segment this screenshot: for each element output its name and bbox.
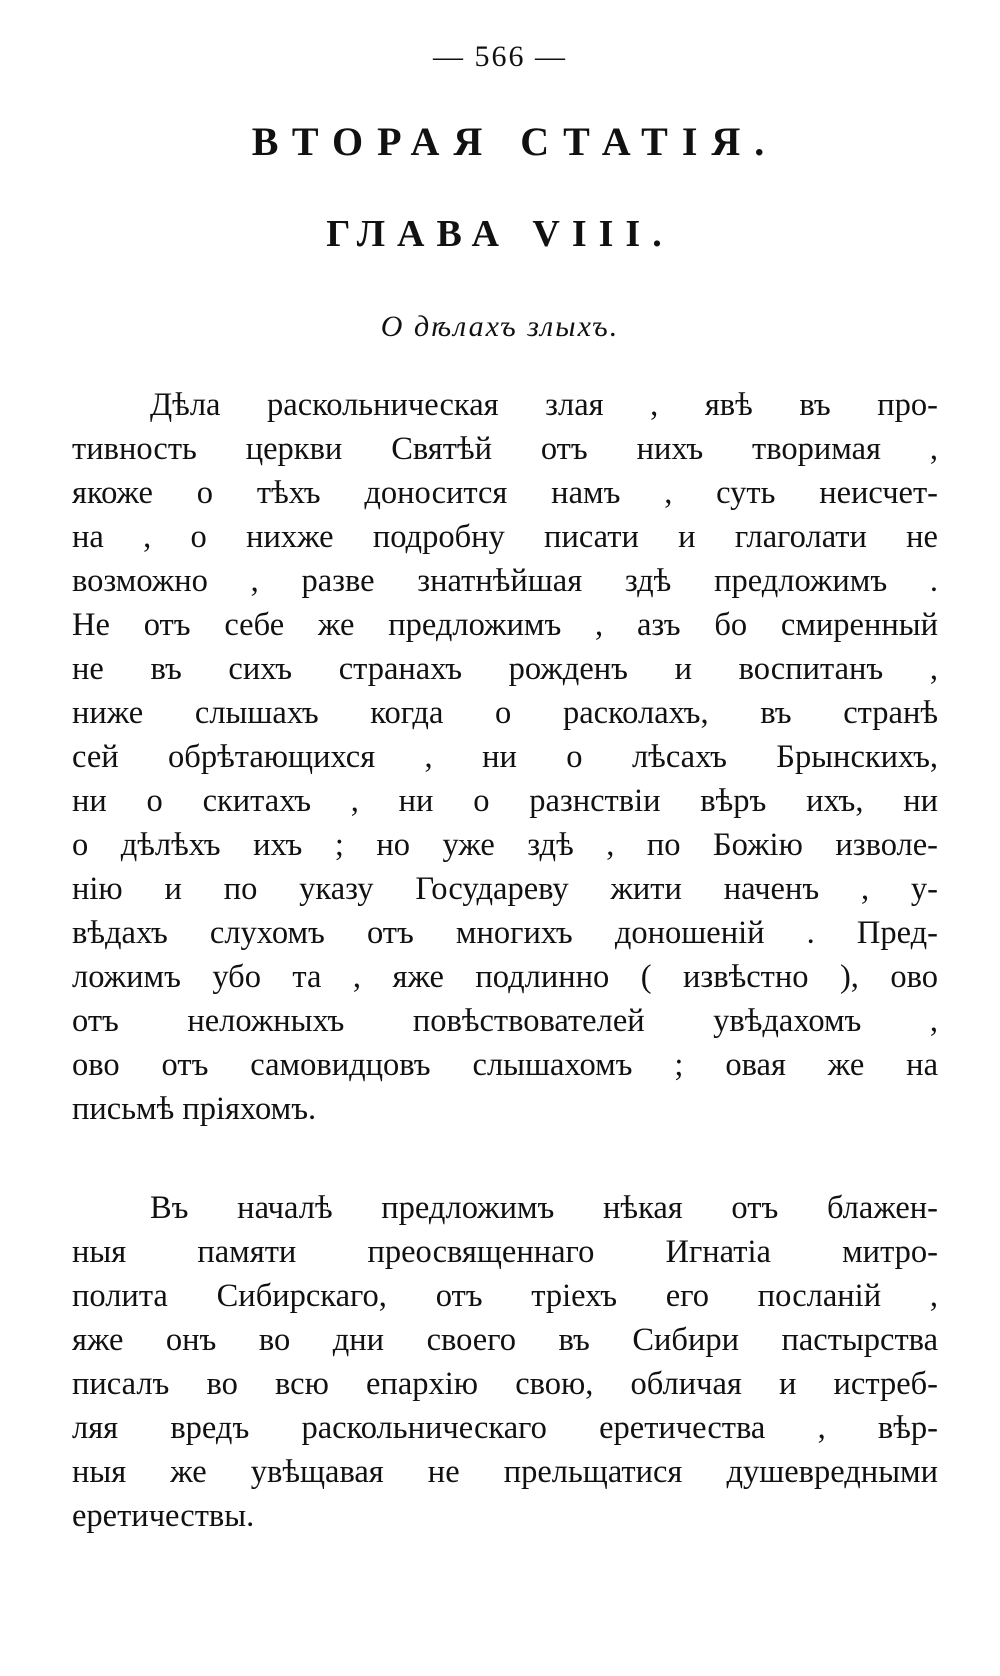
text-line: сей обрѣтающихся , ни о лѣсахъ Брынскихъ, bbox=[72, 739, 938, 775]
text-line: о дѣлѣхъ ихъ ; но уже здѣ , по Божію изволе- bbox=[72, 827, 938, 863]
text-line: тивность церкви Святѣй отъ нихъ творимая , bbox=[72, 431, 938, 467]
text-line: якоже о тѣхъ доносится намъ , суть неисчет- bbox=[72, 475, 938, 511]
text-line: Дѣла раскольническая злая , явѣ въ про- bbox=[150, 387, 938, 423]
text-line: не въ сихъ странахъ рожденъ и воспитанъ , bbox=[72, 651, 938, 687]
text-line: ни о скитахъ , ни о разнствіи вѣръ ихъ, ни bbox=[72, 783, 938, 819]
paragraph-2 bbox=[72, 1186, 938, 1538]
text-line: писалъ во всю епархію свою, обличая и истреб- bbox=[72, 1366, 938, 1402]
text-line: отъ неложныхъ повѣствователей увѣдахомъ , bbox=[72, 1003, 938, 1039]
text-line: ляя вредъ раскольническаго еретичества , вѣр- bbox=[72, 1410, 938, 1446]
chapter-subtitle: О дѣлахъ злыхъ. bbox=[380, 310, 620, 343]
text-line: ложимъ убо та , яже подлинно ( извѣстно ), ово bbox=[72, 959, 938, 995]
text-line: ниже слышахъ когда о расколахъ, въ странѣ bbox=[72, 695, 938, 731]
text-line: Въ началѣ предложимъ нѣкая отъ блажен- bbox=[150, 1190, 938, 1226]
text-line: ово отъ самовидцовъ слышахомъ ; овая же на bbox=[72, 1047, 938, 1083]
text-line: вѣдахъ слухомъ отъ многихъ доношеній . Пред- bbox=[72, 915, 938, 951]
text-line: Не отъ себе же предложимъ , азъ бо смиренный bbox=[72, 607, 938, 643]
text-line: письмѣ пріяхомъ. bbox=[72, 1091, 317, 1127]
text-line: нію и по указу Государеву жити наченъ , у- bbox=[72, 871, 938, 907]
chapter-title: ГЛАВА VIII. bbox=[326, 213, 674, 255]
text-line: ныя же увѣщавая не прельщатися душевредными bbox=[72, 1454, 938, 1490]
text-line: полита Сибирскаго, отъ тріехъ его посланій , bbox=[72, 1278, 938, 1314]
text-line: на , о нихже подробну писати и глаголати не bbox=[72, 519, 938, 555]
text-line: ныя памяти преосвященнаго Игнатіа митро- bbox=[72, 1234, 938, 1270]
paragraph-1 bbox=[72, 383, 938, 1131]
page-number: — 566 — bbox=[433, 40, 567, 73]
article-title: ВТОРАЯ СТАТІЯ. bbox=[251, 119, 779, 164]
text-line: яже онъ во дни своего въ Сибири пастырства bbox=[72, 1322, 938, 1358]
text-line: возможно , разве знатнѣйшая здѣ предложимъ . bbox=[72, 563, 938, 599]
text-line: еретичествы. bbox=[72, 1498, 255, 1534]
